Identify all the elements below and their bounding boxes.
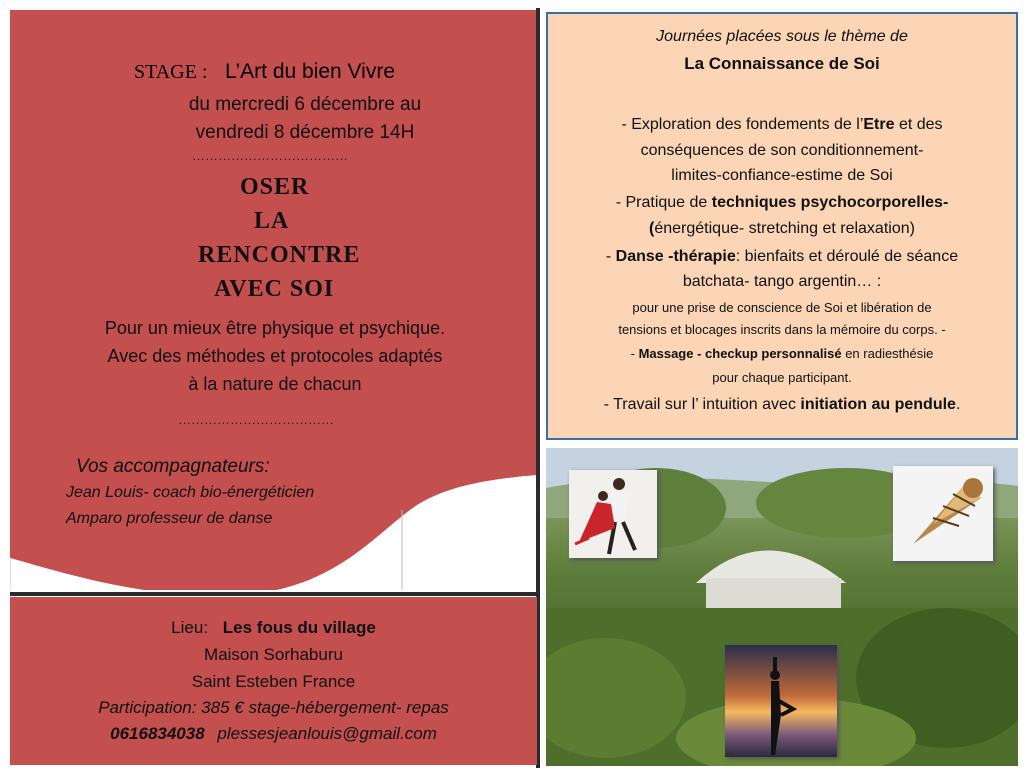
yoga-silhouette-icon — [725, 645, 837, 757]
contact-line — [10, 724, 537, 744]
theme-line-9: tensions et blocages inscrits dans la mémoire du corps. - — [618, 322, 946, 337]
theme-intro: Journées placées sous le thème de — [656, 28, 908, 45]
theme-line-8: pour une prise de conscience de Soi et libération de — [632, 300, 932, 315]
theme-line-5-b: énergétique- stretching et relaxation) — [654, 220, 915, 237]
theme-line-4-b: techniques psychocorporelles- — [711, 194, 949, 211]
pendulum-photo — [893, 466, 993, 561]
theme-line-6-c: : bienfaits et déroulé de séance — [735, 248, 959, 265]
theme-line-1-a: - Exploration des fondements de l’ — [621, 116, 864, 133]
theme-line-1-c: et des — [894, 116, 943, 133]
theme-line-12-b: initiation au pendule — [800, 396, 956, 413]
dots-separator-1: ……………………………… — [192, 148, 348, 163]
theme-line-6 — [548, 248, 1016, 266]
theme-line-6-b: Danse -thérapie — [615, 248, 736, 265]
guide-jean-louis: Jean Louis- coach bio-énergéticien — [66, 484, 315, 501]
pendulum-icon — [893, 466, 993, 561]
venue-label: Lieu: — [171, 618, 209, 637]
headline-avec-soi: AVEC SOI — [214, 276, 335, 302]
venue-name: Les fous du village — [222, 618, 376, 637]
dates-line-2: vendredi 8 décembre 14H — [195, 122, 415, 143]
guides-title: Vos accompagnateurs: — [76, 456, 270, 477]
stage-title: L’Art du bien Vivre — [224, 60, 396, 83]
theme-line-1 — [548, 116, 1016, 134]
theme-line-11: pour chaque participant. — [712, 370, 852, 385]
dancers-icon — [569, 470, 657, 558]
theme-line-10 — [548, 346, 1016, 361]
headline-rencontre: RENCONTRE — [198, 242, 361, 268]
horizontal-divider — [10, 592, 540, 596]
theme-title: La Connaissance de Soi — [684, 54, 880, 73]
theme-line-12-c: . — [955, 396, 961, 413]
theme-line-12-a: - Travail sur l’ intuition avec — [603, 396, 801, 413]
venue-town: Saint Esteben France — [191, 672, 356, 691]
theme-line-7: batchata- tango argentin… : — [682, 273, 882, 290]
description-line-3: à la nature de chacun — [188, 374, 362, 394]
theme-line-3: limites-confiance-estime de Soi — [671, 167, 893, 184]
theme-line-10-c: en radiesthésie — [841, 346, 934, 361]
theme-line-4-a: - Pratique de — [615, 194, 712, 211]
guide-amparo: Amparo professeur de danse — [66, 510, 273, 527]
meditation-sunset-photo — [725, 645, 837, 757]
dots-separator-2: ……………………………… — [178, 412, 334, 427]
description-line-1: Pour un mieux être physique et psychique. — [104, 318, 446, 338]
description-line-2: Avec des méthodes et protocoles adaptés — [107, 346, 443, 366]
theme-line-4 — [548, 194, 1016, 212]
dancers-photo — [569, 470, 657, 558]
contact-phone: 0616834038 — [110, 724, 205, 743]
participation-price: Participation: 385 € stage-hébergement- repas — [98, 698, 449, 717]
venue-line — [10, 618, 537, 638]
dates-line-1: du mercredi 6 décembre au — [188, 94, 422, 115]
theme-line-12 — [548, 396, 1016, 414]
venue-maison: Maison Sorhaburu — [204, 645, 343, 664]
contact-email: plessesjeanlouis@gmail.com — [217, 724, 437, 743]
theme-line-6-a: - — [605, 248, 616, 265]
theme-line-1-b: Etre — [863, 116, 895, 133]
theme-line-10-a: - — [630, 346, 639, 361]
stage-heading — [134, 60, 395, 84]
stage-label: STAGE : — [134, 61, 208, 83]
headline-la: LA — [254, 208, 290, 234]
headline-oser: OSER — [240, 174, 310, 200]
theme-line-10-b: Massage - checkup personnalisé — [638, 346, 842, 361]
theme-line-2: conséquences de son conditionnement- — [640, 142, 924, 159]
theme-line-5 — [548, 220, 1016, 238]
theme-line-5-a: ( — [649, 220, 655, 237]
